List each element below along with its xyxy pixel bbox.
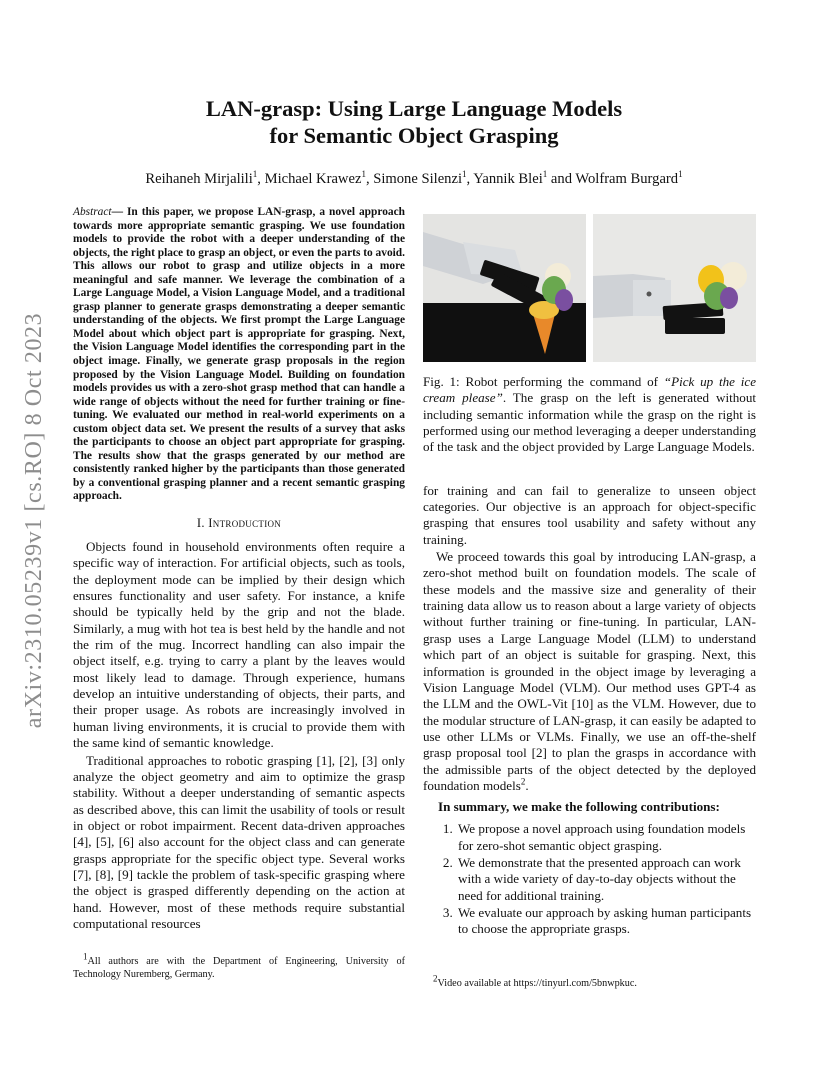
footnote-text: Video available at https://tinyurl.com/5bnwpkuc. xyxy=(437,978,637,989)
robot-grasp-illustration-left xyxy=(423,214,586,362)
footnote-area-left xyxy=(73,951,405,981)
body-paragraph: for training and can fail to generalize to unseen object categories. Our objective is an approach for object-specific grasping that ensures tool usability and safety without any training. xyxy=(423,482,756,547)
left-column xyxy=(73,206,405,980)
arxiv-identifier: arXiv:2310.05239v1 [cs.RO] 8 Oct 2023 xyxy=(21,312,48,728)
abstract-dash: — xyxy=(111,206,127,218)
title-line-1: LAN-grasp: Using Large Language Models xyxy=(205,96,623,121)
contribution-item: 1. We propose a novel approach using foundation models for zero-shot semantic object grasping. xyxy=(456,821,756,854)
figure-label: Fig. 1: xyxy=(423,374,460,389)
body-paragraph: We proceed towards this goal by introducing LAN-grasp, a zero-shot method built on foundation models. The scale of these models and the massive size and generality of their training data allow us to reason about a large variety of objects without further training or fine-tuning. In particular, LAN-grasp uses a Large Language Model (LLM) to understand which part of an object is suitable for grasping. Next, this information is grounded in the object image by leveraging a Vision Language Model (VLM). Our method uses GPT-4 as the LLM and the OWL-Vit [10] as the VLM. However, due to the modular structure of LAN-grasp, it can easily be adapted to use other LLMs or VLMs. Finally, we use an off-the-shelf grasp proposal tool [2] to plan the grasps in accordance with the admissible parts of the object detected by the deployed foundation models$^2$. xyxy=(423,549,756,793)
caption-command: “Pick up the ice cream please” xyxy=(423,374,757,406)
contribution-item: 2. We demonstrate that the presented approach can work with a wide variety of day-to-day objects without the need for additional training. xyxy=(456,855,756,904)
figure-1-caption xyxy=(423,374,756,456)
arxiv-side-stamp xyxy=(10,295,60,745)
contributions-heading: In summary, we make the following contributions: xyxy=(438,799,720,815)
footnote-ref: 2 xyxy=(520,776,526,787)
contributions-list xyxy=(423,821,756,937)
footnote-area-right xyxy=(423,973,756,991)
author-affiliation-mark: 1 xyxy=(462,169,467,180)
body-paragraph-text: We proceed towards this goal by introducing LAN-grasp, a zero-shot method built on foundation models. The scale of these models and the massive size and generality of their training data allow us to reason about a large variety of objects without further training or fine-tuning. In particular, LAN-grasp uses a Large Language Model (LLM) to understand which part of an object is suitable for grasping. Next, this information is grounded in the object image by leveraging a Vision Language Model (VLM). Our method uses GPT-4 as the LLM and the OWL-Vit [10] as the VLM. However, due to the modular structure of LAN-grasp, it can easily be adapted to use other LLMs or VLMs. Finally, we use an off-the-shelf grasp proposal tool [2] to plan the grasps in accordance with the admissible parts of the object detected by the deployed foundation models xyxy=(423,549,756,793)
right-column xyxy=(423,214,757,989)
author-separator: and xyxy=(547,171,576,187)
title-line-2: for Semantic Object Grasping xyxy=(269,123,559,148)
author-separator: , xyxy=(365,171,374,187)
author-affiliation-mark: 1 xyxy=(678,169,683,180)
robot-grasp-illustration-right xyxy=(593,214,756,362)
author-affiliation-mark: 1 xyxy=(361,169,366,180)
caption-text-pre: Robot performing the command of xyxy=(459,374,664,389)
intro-paragraph: Traditional approaches to robotic grasping [1], [2], [3] only analyze the object geometry and aim to optimize the grasp stability. Without a deeper understanding of semantic aspects as described above, this can limit the usability of tools or result in object or robot impairment. Recent data-driven approaches [4], [5], [6] also account for the object class and can generate grasps appropriate for the specific object type. Several works [7], [8], [9] tackle the problem of task-specific grasping where the object is grasped differently depending on the action at hand. However, most of these methods require substantial computational resources xyxy=(73,752,405,931)
footnote-mark: 1 xyxy=(83,951,88,962)
photo-baseline-grasp xyxy=(423,214,586,362)
author-affiliation-mark: 1 xyxy=(542,169,548,180)
footnote-text: All authors are with the Department of Engineering, University of Technology Nuremberg, Germany. xyxy=(73,956,405,980)
figure-1-images xyxy=(423,214,756,362)
author-separator: , xyxy=(257,171,265,187)
author-name: Wolfram Burgard xyxy=(575,171,679,187)
section-title-text: Introduction xyxy=(208,516,282,531)
author-list xyxy=(0,171,828,188)
abstract xyxy=(73,206,405,504)
photo-lan-grasp xyxy=(593,214,756,362)
author-name: Reihaneh Mirjalili xyxy=(145,171,253,187)
caption-spacer xyxy=(423,456,756,483)
author-name: Yannik Blei xyxy=(473,171,543,187)
author-separator: , xyxy=(466,171,474,187)
footnote-mark: 2 xyxy=(433,973,438,984)
caption-text-post: . The grasp on the left is generated without including semantic information while the grasp on the right is performed using our method leveraging a deeper understanding of the task and the object provided by Large Language Models. xyxy=(423,390,756,455)
author-name: Michael Krawez xyxy=(264,171,362,187)
author-name: Simone Silenzi xyxy=(373,171,463,187)
footnote-video xyxy=(423,973,756,991)
intro-paragraph: Objects found in household environments often require a specific way of interaction. For artificial objects, such as tools, the deployment mode can be implied by their design which ensures functionality and user safety. For instance, a knife should be typically held by the grip and not the blade. Similarly, a mug with hot tea is best held by the handle and not the rim of the mug. Incorrect handling can also impair the object itself, e.g. trying to carry a plant by the leaves would most likely lead to damage. Through experience, humans develop an intuitive understanding of objects, their parts, and their proper usage. As robots are increasingly involved in human living environments, it is crucial to provide them with the same kind of semantic knowledge. xyxy=(73,539,405,751)
section-heading-introduction xyxy=(73,516,405,531)
contribution-item: 3. We evaluate our approach by asking human participants to choose the appropriate grasps. xyxy=(456,905,756,938)
abstract-text: In this paper, we propose LAN-grasp, a novel approach towards more appropriate semantic grasping. We use foundation models to provide the robot with a deeper understanding of the objects, the right place to grasp an object, or even the parts to avoid. This allows our robot to grasp and utilize objects in a more meaningful and safe manner. We leverage the combination of a Large Language Model, a Vision Language Model, and a traditional grasp planner to generate grasps demonstrating a deeper semantic understanding of the objects. We first prompt the Large Language Model about which object part is appropriate for grasping. Next, the Vision Language Model identifies the corresponding part in the object image. Finally, we generate grasp proposals in the region proposed by the Vision Language Model. Building on foundation models provides us with a zero-shot grasp method that can handle a wide range of objects without the need for further training or fine-tuning. We evaluated our method in real-world experiments on a custom object data set. We present the results of a survey that asks the participants to choose an object part appropriate for grasping. The results show that the grasps generated by our method are consistently ranked higher by the participants than those generated by a conventional grasping planner and a recent semantic grasping approach. xyxy=(73,206,405,503)
author-affiliation-mark: 1 xyxy=(252,169,258,180)
section-number: I. xyxy=(196,516,205,531)
footnote-affiliation xyxy=(73,951,405,981)
abstract-lead: Abstract xyxy=(73,206,112,218)
paper-title xyxy=(0,95,828,149)
